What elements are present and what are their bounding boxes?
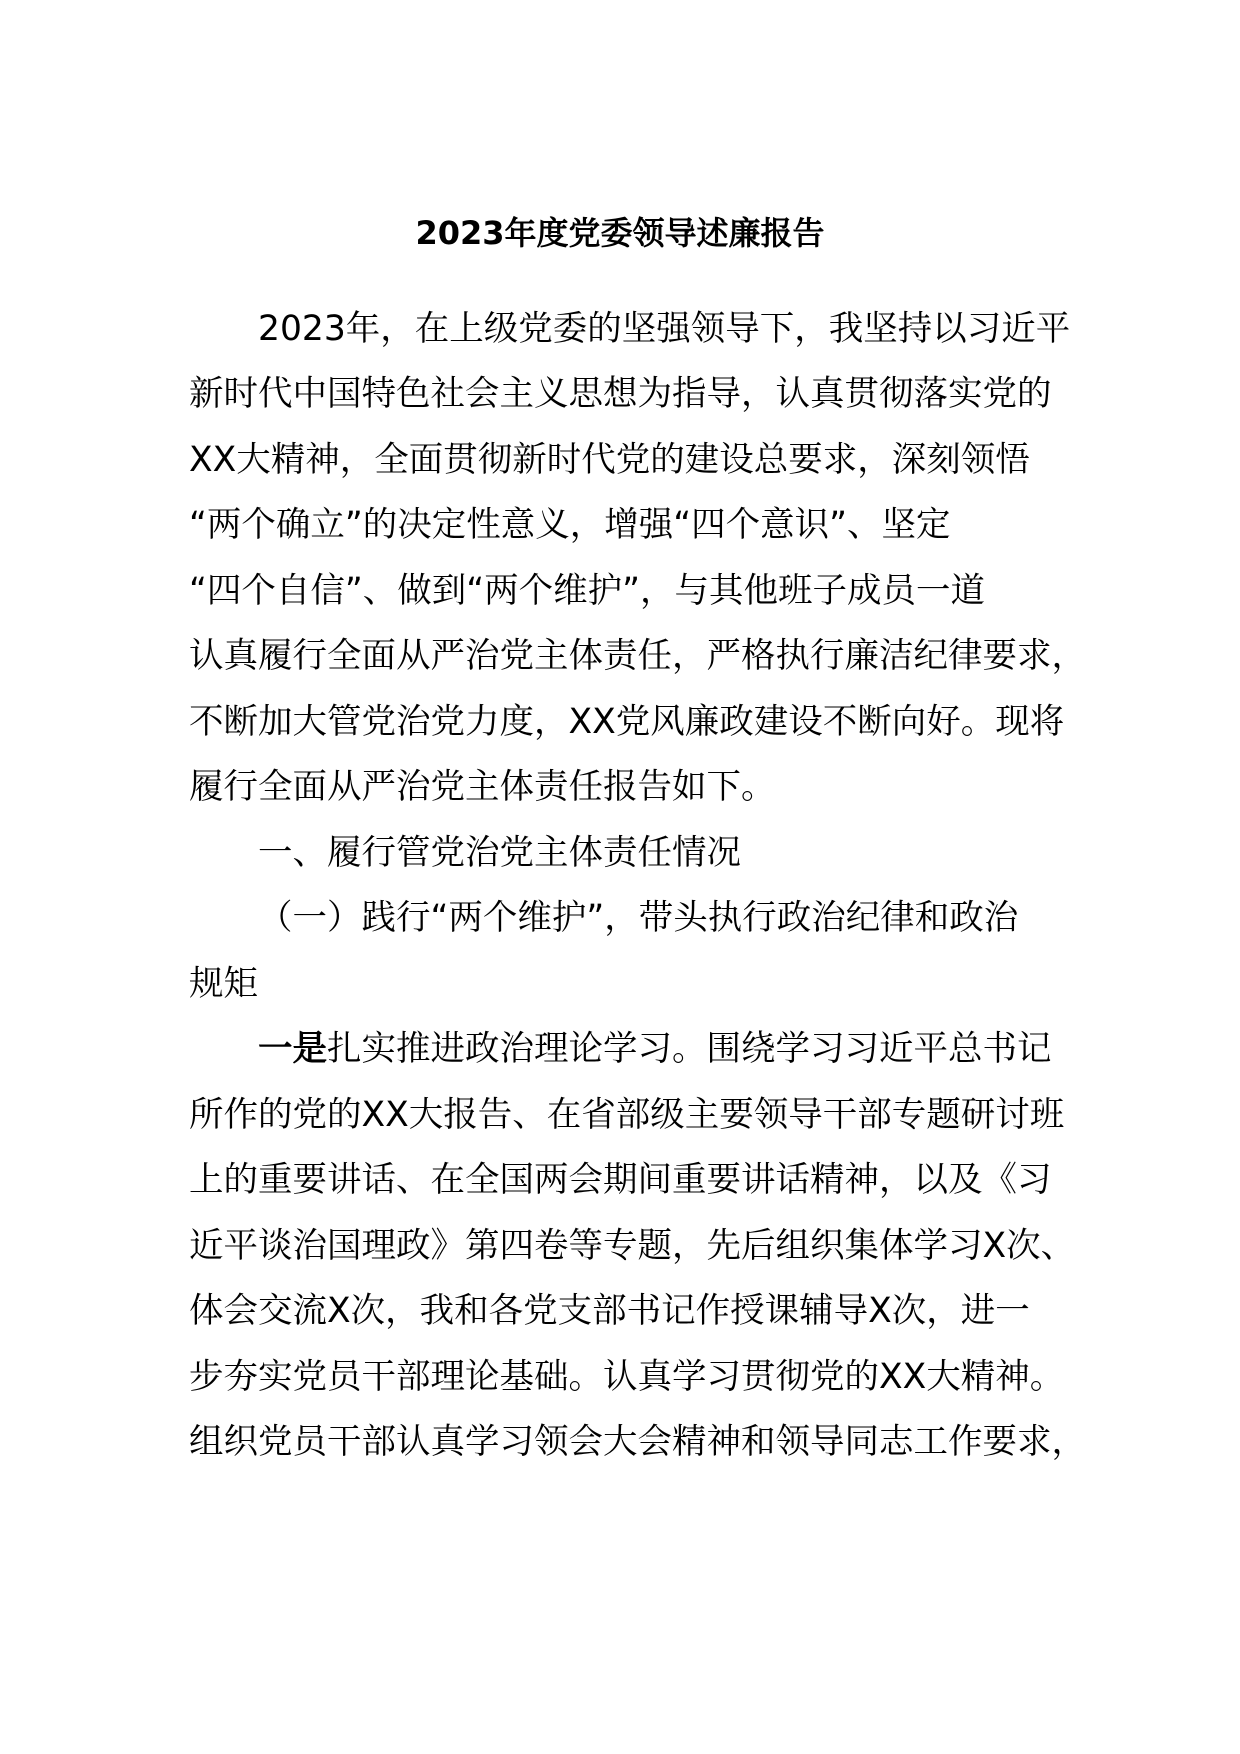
paragraph-line: 组织党员干部认真学习领会大会精神和领导同志工作要求，: [189, 1422, 1086, 1462]
paragraph-line: 上的重要讲话、在全国两会期间重要讲话精神，以及《习: [189, 1160, 1052, 1200]
paragraph-line: 步夯实党员干部理论基础。认真学习贯彻党的XX大精神。: [189, 1357, 1065, 1397]
bold-lead: 一是: [258, 1029, 327, 1069]
paragraph-line: 2023年，在上级党委的坚强领导下，我坚持以习近平: [258, 309, 1071, 349]
paragraph-line: 所作的党的XX大报告、在省部级主要领导干部专题研讨班: [189, 1095, 1065, 1135]
paragraph-text: 扎实推进政治理论学习。围绕学习习近平总书记: [327, 1029, 1052, 1069]
paragraph-line: [258, 1027, 1052, 1071]
paragraph-line: XX大精神，全面贯彻新时代党的建设总要求，深刻领悟: [189, 440, 1030, 480]
paragraph-line: “四个自信”、做到“两个维护”，与其他班子成员一道: [189, 571, 985, 611]
paragraph-line: 不断加大管党治党力度，XX党风廉政建设不断向好。现将: [189, 702, 1065, 742]
subsection-heading: （一）践行“两个维护”，带头执行政治纪律和政治: [258, 898, 1019, 938]
paragraph-line: 履行全面从严治党主体责任报告如下。: [189, 767, 776, 807]
paragraph-line: 近平谈治国理政》第四卷等专题，先后组织集体学习X次、: [189, 1226, 1076, 1266]
paragraph-line: 体会交流X次，我和各党支部书记作授课辅导X次，进一: [189, 1291, 1030, 1331]
paragraph-line: 认真履行全面从严治党主体责任，严格执行廉洁纪律要求，: [189, 636, 1086, 676]
section-heading: 一、履行管党治党主体责任情况: [258, 833, 741, 873]
paragraph-line: 新时代中国特色社会主义思想为指导，认真贯彻落实党的: [189, 374, 1052, 414]
subsection-heading-cont: 规矩: [189, 964, 258, 1004]
paragraph-line: “两个确立”的决定性意义，增强“四个意识”、坚定: [189, 505, 951, 545]
document-title: 2023年度党委领导述廉报告: [415, 214, 825, 252]
